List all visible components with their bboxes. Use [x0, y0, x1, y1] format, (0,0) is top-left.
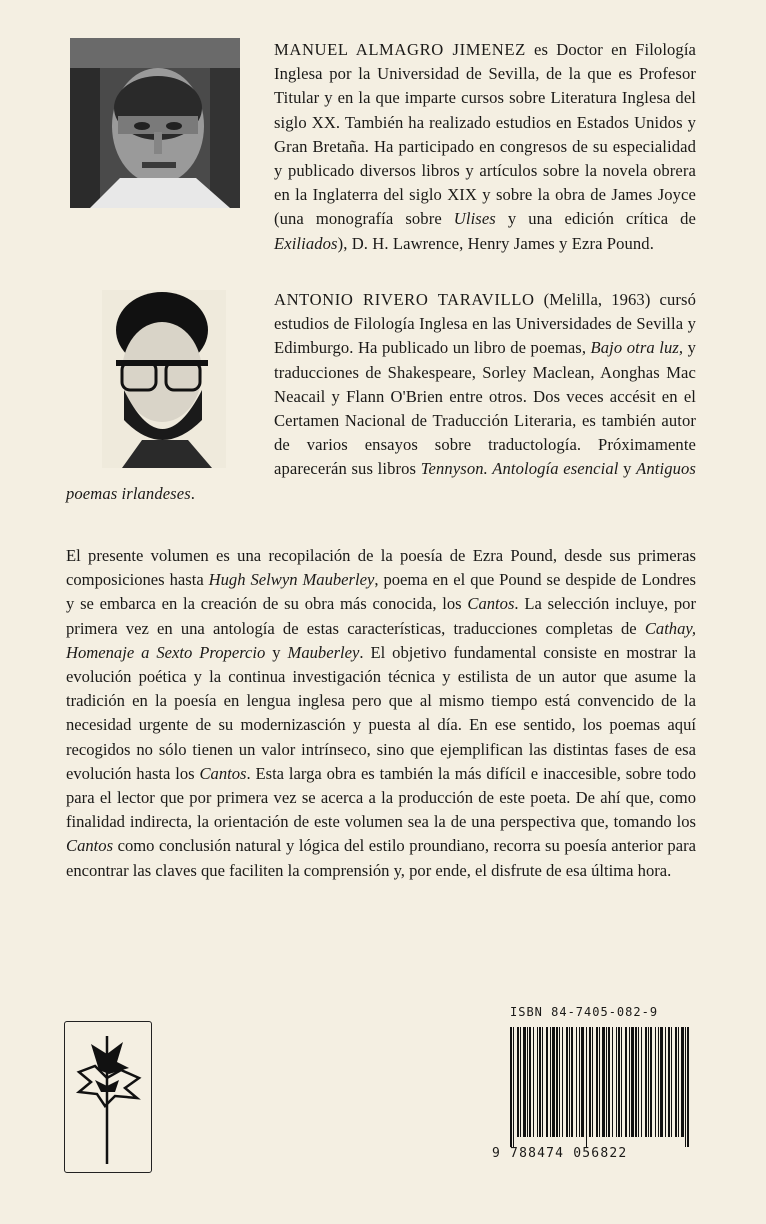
bio-text: .	[190, 483, 196, 503]
barcode-bar	[660, 1027, 663, 1137]
barcode-bar	[579, 1027, 580, 1137]
book-title: Cantos	[66, 836, 114, 856]
barcode-bar	[556, 1027, 558, 1137]
barcode-bar	[681, 1027, 684, 1137]
publisher-emblem-icon	[65, 1022, 151, 1172]
book-title: Cantos	[199, 763, 247, 783]
barcode-bar	[527, 1027, 528, 1137]
barcode-bar	[687, 1027, 689, 1147]
bio-text: (Melilla, 1963) cursó estudios de Filología Inglesa en las Universidades de Sevilla y Edimburgo. Ha publicado un libro de poemas,	[274, 290, 696, 358]
barcode	[510, 1027, 690, 1147]
barcode-bar	[586, 1027, 587, 1147]
barcode-bar	[616, 1027, 617, 1137]
barcode-bar	[650, 1027, 652, 1137]
book-title: Tennyson. Antología esencial	[420, 459, 619, 479]
text: . La selección incluye, por primera vez en una antología de estas características, traducciones completas de	[66, 594, 696, 638]
barcode-bar	[621, 1027, 622, 1137]
barcode-bar	[648, 1027, 649, 1137]
barcode-bar	[645, 1027, 647, 1137]
text: . El objetivo fundamental consiste en mostrar la evolución poética y la continua investigación técnica y estilista de un autor que asume la tradición en la poesía en lengua inglesa pero que al mismo tiempo está convencido de la necesidad urgente de su modernizasción y puesta al día. En ese sentido, los poemas aquí recogidos no sólo tienen un valor intrínseco, sino que ejemplifican las distintas fases de esa evolución hasta los	[66, 642, 696, 783]
barcode-bar	[655, 1027, 656, 1137]
publisher-logo	[64, 1021, 152, 1173]
text: como conclusión natural y lógica del estilo proundiano, recorra su poesía anterior para encontrar las claves que faciliten la comprensión y, por ende, el disfrute de esa última hora.	[66, 836, 696, 880]
barcode-bar	[517, 1027, 519, 1137]
bio-text: ), D. H. Lawrence, Henry James y Ezra Pound.	[337, 233, 654, 253]
author-bio-almagro	[66, 38, 696, 256]
book-title: Exiliados	[274, 233, 338, 253]
barcode-bar	[685, 1027, 686, 1147]
barcode-bar	[550, 1027, 551, 1137]
barcode-bar	[612, 1027, 613, 1137]
barcode-bar	[668, 1027, 670, 1137]
bio-text: y una edición crítica de	[495, 209, 697, 229]
book-title: Cathay, Homenaje a Sexto Propercio	[66, 618, 696, 662]
book-title: Ulises	[453, 209, 496, 229]
barcode-bar	[589, 1027, 591, 1137]
barcode-bar	[546, 1027, 548, 1137]
barcode-bar	[529, 1027, 531, 1137]
barcode-bar	[602, 1027, 605, 1137]
barcode-bar	[596, 1027, 598, 1137]
barcode-bar	[581, 1027, 584, 1137]
barcode-bar	[606, 1027, 607, 1137]
barcode-bar	[520, 1027, 521, 1137]
barcode-bar	[658, 1027, 659, 1137]
book-title: Cantos	[467, 594, 515, 614]
barcode-bar	[542, 1027, 543, 1137]
text: y	[265, 642, 288, 662]
barcode-bar	[678, 1027, 679, 1137]
barcode-bar	[618, 1027, 620, 1137]
description-paragraph	[66, 544, 696, 883]
barcode-bar	[510, 1027, 512, 1147]
barcode-bar	[569, 1027, 570, 1137]
barcode-bar	[537, 1027, 538, 1137]
barcode-bar	[599, 1027, 600, 1137]
isbn-label: ISBN 84-7405-082-9	[510, 1005, 659, 1019]
bio-text: y traducciones de Shakespeare, Sorley Maclean, Aonghas Mac Neacail y Flann O'Brien entre otros. Dos veces accésit en el Certamen Nacional de Traducción Literaria, es también autor de varios ensayos sobre traductología. Próximamente aparecerán sus libros	[274, 338, 696, 479]
bio-text: es Doctor en Filología Inglesa por la Universidad de Sevilla, de la que es Profesor Titular y en la que imparte cursos sobre Literatura Inglesa del siglo XX. También ha realizado estudios en Estados Unidos y Gran Bretaña. Ha participado en congresos de su especialidad y publicado diversos libros y artículos sobre la novela obrera en la Inglaterra del siglo XIX y sobre la obra de James Joyce (una monografía sobre	[274, 40, 697, 229]
book-title: Antiguos poemas irlandeses	[66, 459, 696, 503]
barcode-bar	[665, 1027, 666, 1137]
barcode-bar	[641, 1027, 642, 1137]
barcode-bar	[539, 1027, 541, 1137]
author-bio-rivero	[66, 288, 696, 506]
barcode-bar	[638, 1027, 639, 1137]
barcode-bar	[592, 1027, 593, 1137]
author-name: MANUEL ALMAGRO JIMENEZ	[274, 40, 526, 59]
barcode-bar	[629, 1027, 630, 1137]
barcode-bar	[559, 1027, 560, 1137]
book-title: Bajo otra luz,	[590, 338, 684, 358]
barcode-bar	[513, 1027, 514, 1147]
barcode-bar	[533, 1027, 534, 1137]
barcode-bar	[635, 1027, 637, 1137]
barcode-bar	[571, 1027, 573, 1137]
barcode-bar	[631, 1027, 634, 1137]
barcode-bar	[675, 1027, 677, 1137]
text: El presente volumen es una recopilación de la poesía de Ezra Pound, desde sus primeras composiciones hasta	[66, 546, 696, 590]
barcode-bar	[608, 1027, 610, 1137]
barcode-bar	[552, 1027, 555, 1137]
barcode-bar	[576, 1027, 577, 1137]
text: . Esta larga obra es también la más difícil e inaccesible, sobre todo para el lector que por primera vez se acerca a la producción de este poeta. De ahí que, como finalidad indirecta, la orientación de este volumen sea la de una perspectiva que, tomando los	[66, 763, 697, 832]
barcode-bar	[625, 1027, 627, 1137]
bio-text: y	[618, 459, 637, 479]
barcode-bar	[566, 1027, 568, 1137]
author-name: ANTONIO RIVERO TARAVILLO	[274, 290, 535, 309]
book-description	[66, 544, 696, 883]
book-title: Hugh Selwyn Mauberley	[208, 570, 375, 590]
text: , poema en el que Pound se despide de Londres y se embarca en la creación de su obra más conocida, los	[66, 570, 696, 614]
book-title: Mauberley	[287, 642, 360, 662]
barcode-number: 9 788474 056822	[492, 1146, 628, 1161]
barcode-bar	[671, 1027, 672, 1137]
barcode-bar	[523, 1027, 526, 1137]
barcode-bar	[562, 1027, 563, 1137]
